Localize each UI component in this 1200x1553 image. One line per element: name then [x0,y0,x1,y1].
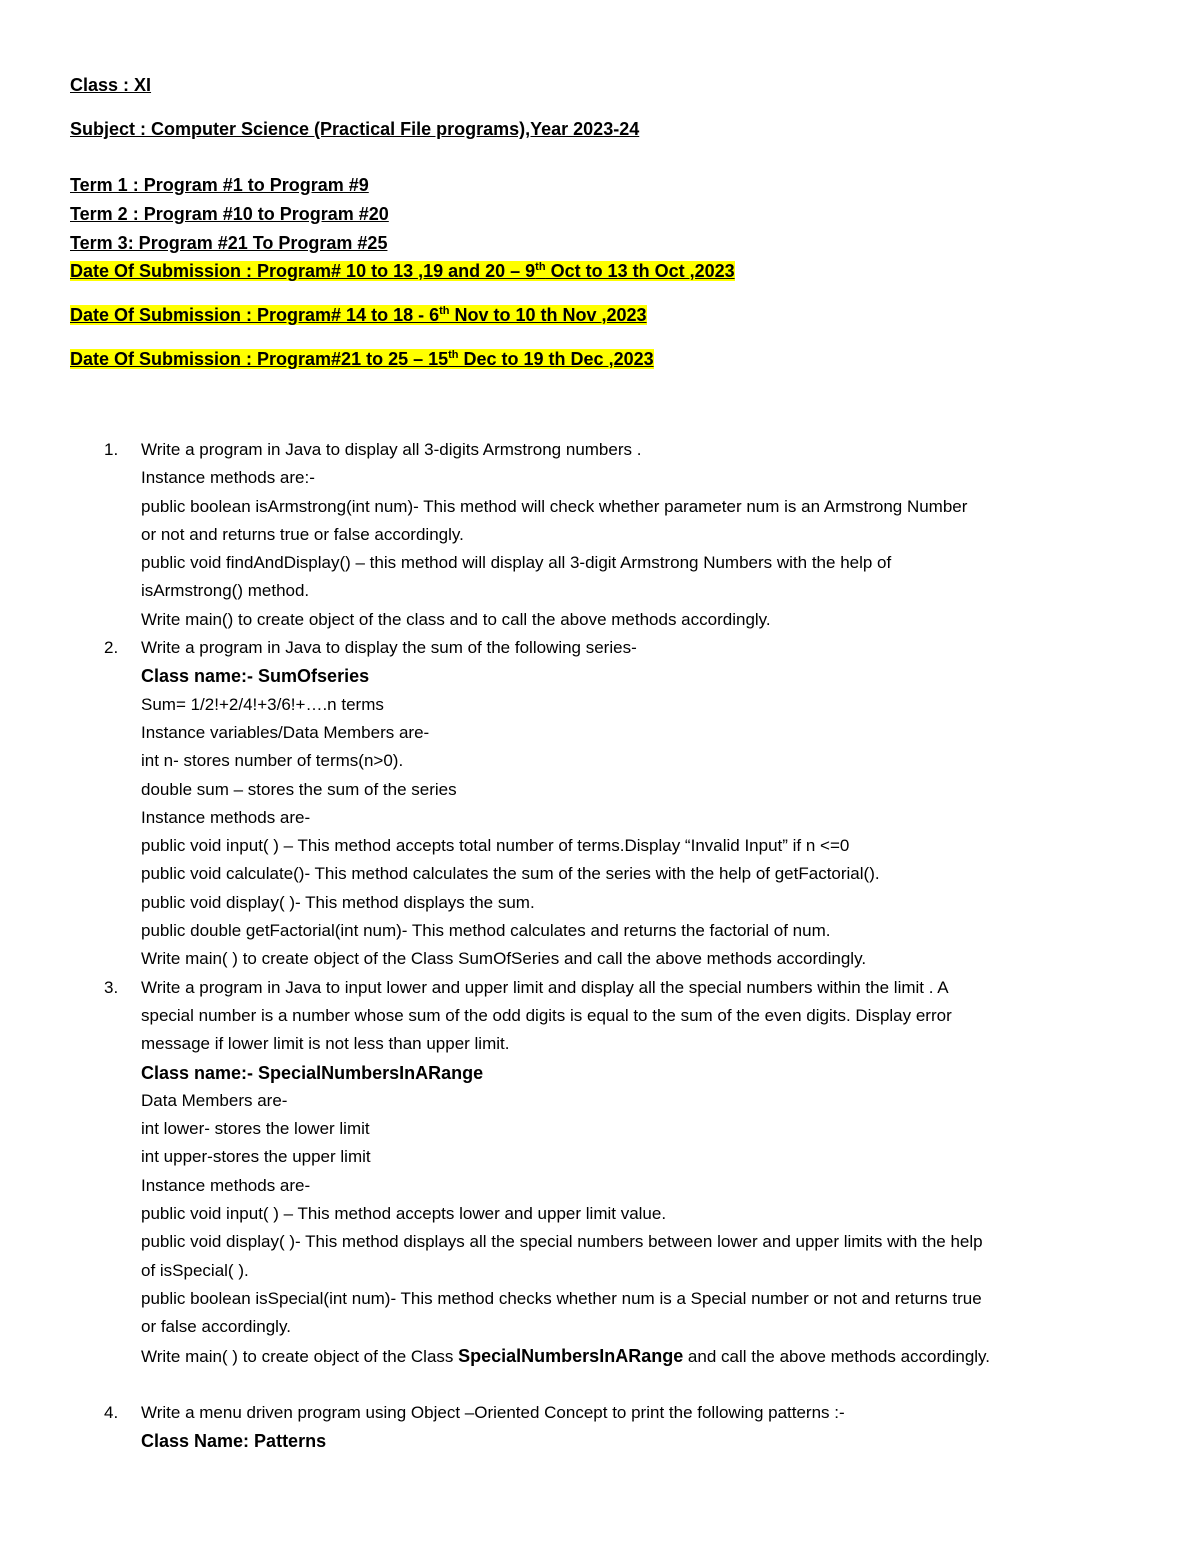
program-line: int upper-stores the upper limit [141,1147,371,1167]
program-item-1 [0,436,1200,634]
program-line: Instance methods are- [141,807,311,827]
program-line: Instance variables/Data Members are- [141,722,430,742]
class-name-inline: SpecialNumbersInARange [458,1345,684,1366]
program-item-4 [0,1399,1200,1456]
program-number: 2. [104,638,119,658]
program-line: or not and returns true or false accordingly. [141,524,464,544]
program-line: isArmstrong() method. [141,581,310,601]
program-line: Write a program in Java to input lower and upper limit and display all the special numbers within the limit . A [141,977,949,997]
program-line: Instance methods are:- [141,468,315,488]
program-line: Write a program in Java to display all 3-digits Armstrong numbers . [141,440,642,459]
program-line: Sum= 1/2!+2/4!+3/6!+….n terms [141,694,384,714]
class-name-line: Class name:- SumOfseries [141,666,370,687]
term-1-heading: Term 1 : Program #1 to Program #9 [70,175,369,195]
program-line: int lower- stores the lower limit [141,1119,370,1139]
submission-date-1: Date Of Submission : Program# 10 to 13 ,19 and 20 – 9th Oct to 13 th Oct ,2023 [70,261,735,281]
program-line: or false accordingly. [141,1317,291,1337]
program-line: Write main( ) to create object of the Class SpecialNumbersInARange and call the above methods accordingly. [141,1345,991,1366]
program-item-2 [0,634,1200,974]
program-line: message if lower limit is not less than upper limit. [141,1034,510,1054]
program-line: public void calculate()- This method calculates the sum of the series with the help of getFactorial(). [141,864,880,884]
submission-date-3: Date Of Submission : Program#21 to 25 – 15th Dec to 19 th Dec ,2023 [70,349,654,369]
program-number: 1. [104,440,119,459]
program-line: Write main() to create object of the class and to call the above methods accordingly. [141,609,771,629]
program-line: public boolean isSpecial(int num)- This method checks whether num is a Special number or not and returns true [141,1288,982,1308]
term-2-heading: Term 2 : Program #10 to Program #20 [70,204,389,224]
program-line: Write a program in Java to display the sum of the following series- [141,638,637,658]
program-line: public double getFactorial(int num)- This method calculates and returns the factorial of num. [141,921,831,941]
program-line: public void input( ) – This method accepts lower and upper limit value. [141,1204,667,1224]
program-number: 4. [104,1402,119,1422]
program-item-3 [0,974,1200,1371]
class-name-line: Class Name: Patterns [141,1431,327,1452]
program-line: double sum – stores the sum of the series [141,779,457,799]
program-number: 3. [104,977,119,997]
program-line: public boolean isArmstrong(int num)- This method will check whether parameter num is an Armstrong Number [141,496,968,516]
program-line: of isSpecial( ). [141,1260,249,1280]
paragraph-gap [0,1371,1200,1399]
program-line: public void findAndDisplay() – this method will display all 3-digit Armstrong Numbers with the help of [141,553,892,573]
term-3-heading: Term 3: Program #21 To Program #25 [70,233,388,253]
submission-date-2: Date Of Submission : Program# 14 to 18 - 6th Nov to 10 th Nov ,2023 [70,305,647,325]
program-line: special number is a number whose sum of the odd digits is equal to the sum of the even digits. Display error [141,1005,952,1025]
program-line: Write main( ) to create object of the Class SumOfSeries and call the above methods accordingly. [141,949,867,969]
program-line: Write a menu driven program using Object –Oriented Concept to print the following patterns :- [141,1402,845,1422]
program-line: public void display( )- This method displays all the special numbers between lower and upper limits with the help [141,1232,983,1252]
program-line: public void input( ) – This method accepts total number of terms.Display “Invalid Input” if n <=0 [141,836,850,856]
class-name-line: Class name:- SpecialNumbersInARange [141,1062,484,1083]
program-line: Instance methods are- [141,1175,311,1195]
program-list [0,436,1200,1455]
program-line: public void display( )- This method displays the sum. [141,892,535,912]
program-line: Data Members are- [141,1090,288,1110]
program-line: int n- stores number of terms(n>0). [141,751,404,771]
subject-heading: Subject : Computer Science (Practical File programs),Year 2023-24 [70,119,640,139]
class-heading: Class : XI [70,75,152,95]
